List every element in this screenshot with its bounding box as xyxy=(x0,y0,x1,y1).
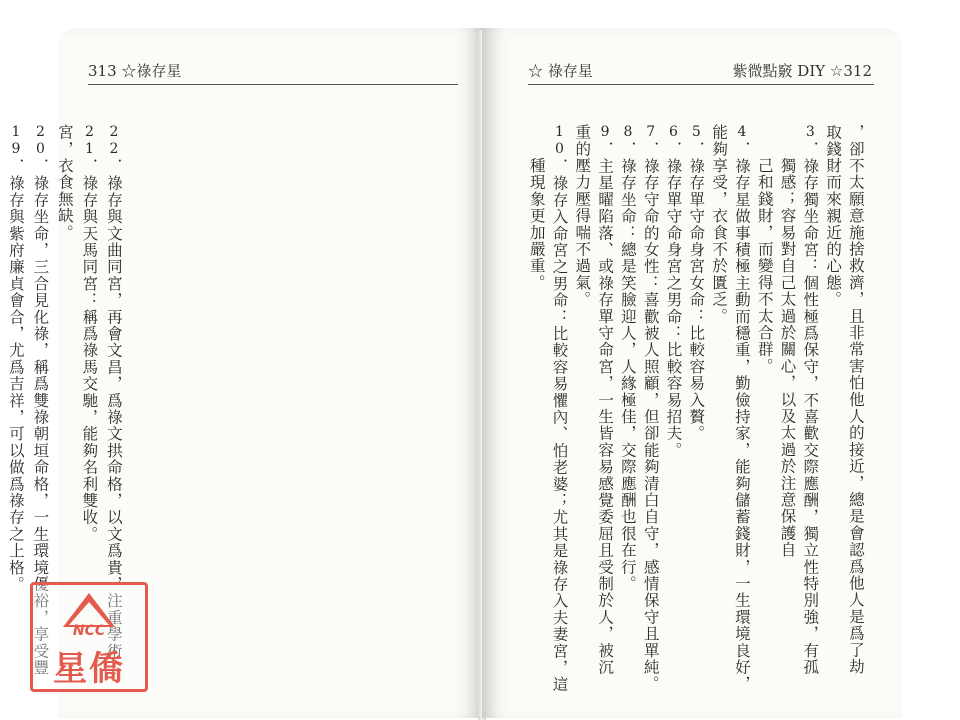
column-text: 重的壓力壓得喘不過氣。 xyxy=(573,124,592,308)
text-column xyxy=(709,124,728,324)
watermark-stamp xyxy=(30,582,148,692)
column-text: 宮，衣食無缺。 xyxy=(55,124,74,241)
column-text: ．祿存單守命身宮之男命：比較容易招夫。 xyxy=(664,141,683,459)
column-text: 己和錢財，而變得不太合群。 xyxy=(755,124,774,375)
column-text: ．祿存入命宮之男命：比較容易懼內、怕老婆；尤其是祿存入夫妻宮，這 xyxy=(550,158,569,693)
text-column xyxy=(846,124,865,675)
stamp-main-text: 星僑 xyxy=(53,649,125,689)
text-column xyxy=(732,124,751,692)
column-text: 種現象更加嚴重。 xyxy=(527,124,546,291)
left-page-header: 313 ☆祿存星 xyxy=(88,62,182,80)
text-column xyxy=(104,124,123,659)
item-number: 20 xyxy=(32,124,49,159)
column-text: ．祿存與天馬同宮：稱爲祿馬交馳，能夠名利雙收。 xyxy=(80,158,99,543)
column-text: ．祿存與文曲同宮，再會文昌，爲祿文拱命格，以文爲貴，注重學術 xyxy=(104,158,123,660)
text-column xyxy=(755,124,774,375)
item-number: 4 xyxy=(733,124,750,142)
right-header-rule xyxy=(528,84,874,85)
item-number: 9 xyxy=(597,124,614,142)
column-text: 取錢財而來親近的心態。 xyxy=(824,124,843,308)
column-text: ，卻不太願意施捨救濟，且非常害怕他人的接近，總是會認爲他人是爲了劫 xyxy=(846,124,865,676)
column-text: ．主星曜陷落、或祿存單守命宮，一生皆容易感覺委屈且受制於人，被沉 xyxy=(596,141,615,676)
text-column xyxy=(80,124,99,543)
stamp-triangle-inner xyxy=(69,602,109,625)
text-column xyxy=(550,124,569,693)
item-number: 8 xyxy=(619,124,636,142)
text-column xyxy=(618,124,637,592)
column-text: ．祿存獨坐命宮：個性極爲保守，不喜歡交際應酬，獨立性特別強，有孤 xyxy=(801,141,820,676)
item-number: 10 xyxy=(551,124,568,159)
item-number: 21 xyxy=(81,124,98,159)
text-column xyxy=(572,124,591,308)
right-page-header-right: 紫微點竅 DIY ☆312 xyxy=(732,62,872,80)
column-text: ．祿存星做事積極主動而穩重，勤儉持家，能夠儲蓄錢財，一生環境良好， xyxy=(732,141,751,693)
left-header-rule xyxy=(88,84,458,85)
item-number: 22 xyxy=(105,124,122,159)
right-page xyxy=(482,28,902,718)
column-text: ．祿存守命的女性：喜歡被人照顧，但卻能夠清白自守，感情保守且單純。 xyxy=(641,141,660,693)
text-column xyxy=(55,124,74,241)
column-text: ．祿存單守命身宮女命：比較容易入贅。 xyxy=(687,141,706,442)
column-text: ．祿存與紫府廉貞會合，尤爲吉祥，可以做爲祿存之上格。 xyxy=(6,158,25,593)
item-number: 6 xyxy=(665,124,682,142)
text-column xyxy=(823,124,842,308)
column-text: ．祿存坐命：總是笑臉迎人，人緣極佳，交際應酬也很在行。 xyxy=(618,141,637,593)
text-column xyxy=(595,124,614,676)
column-text: 能夠享受，衣食不於匱乏。 xyxy=(710,124,729,325)
column-text: 獨感；容易對自己太過於關心，以及太過於注意保護自 xyxy=(778,124,797,559)
item-number: 5 xyxy=(688,124,705,142)
item-number: 3 xyxy=(802,124,819,142)
item-number: 19 xyxy=(7,124,24,159)
text-column xyxy=(664,124,683,459)
right-page-header-left: ☆ 祿存星 xyxy=(528,62,593,80)
column-text: ．祿存坐命，三合見化祿，稱爲雙祿朝垣命格，一生環境優裕，享受豐 xyxy=(31,158,50,677)
text-column xyxy=(778,124,797,558)
item-number: 7 xyxy=(642,124,659,142)
text-column xyxy=(686,124,705,442)
text-column xyxy=(6,124,25,593)
text-column xyxy=(527,124,546,291)
stamp-top-text: NCC xyxy=(72,623,106,639)
text-column xyxy=(800,124,819,676)
text-column xyxy=(641,124,660,692)
